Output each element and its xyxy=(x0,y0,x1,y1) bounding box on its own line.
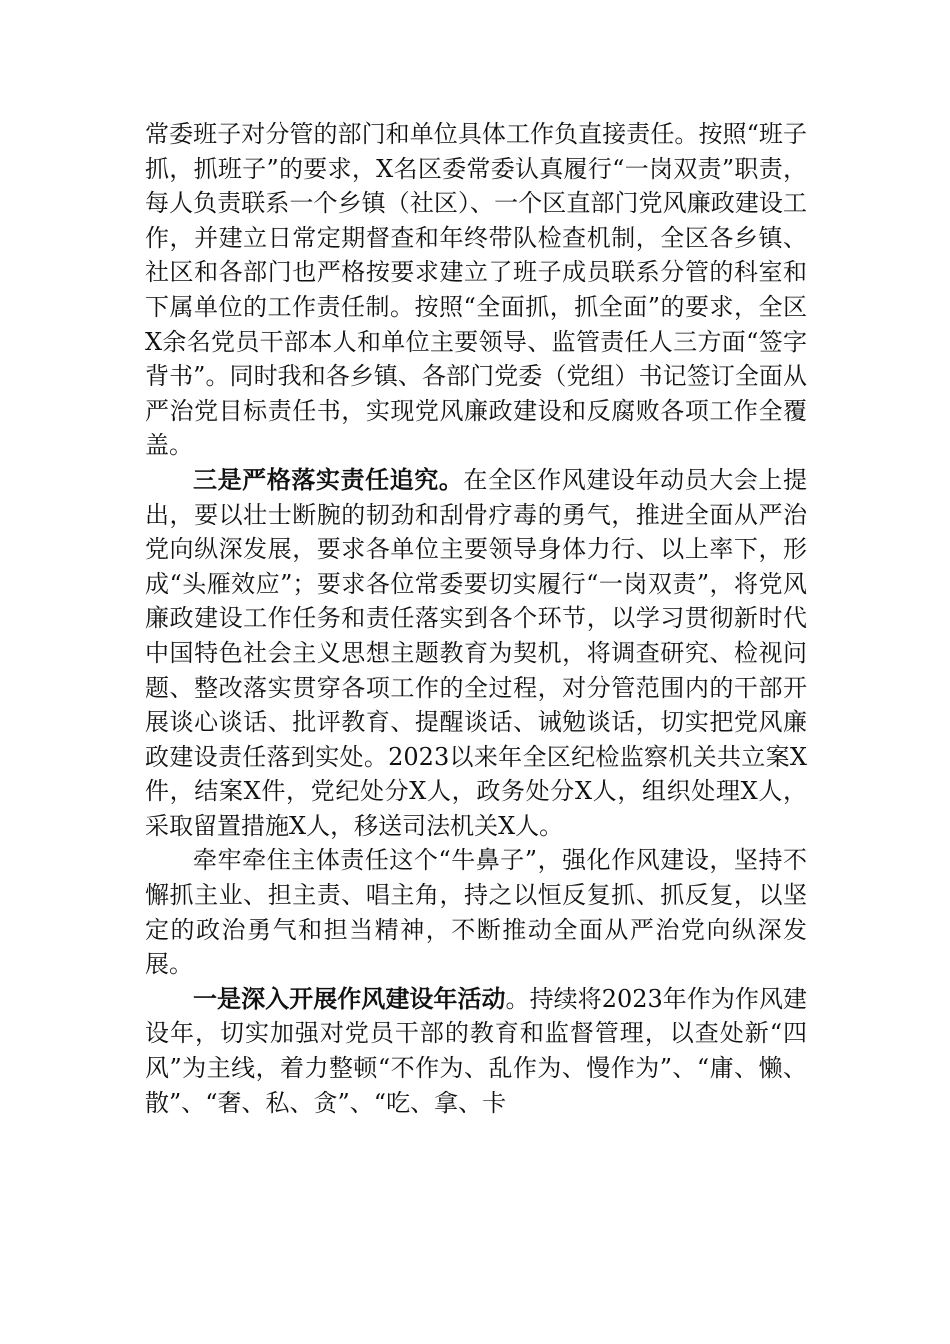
paragraph-responsibility-system xyxy=(145,117,807,463)
paragraph-lead-bold: 三是严格落实责任追究。 xyxy=(193,464,464,494)
paragraph-accountability xyxy=(145,463,807,844)
paragraph-text: 牵牢牵住主体责任这个“牛鼻子”，强化作风建设，坚持不懈抓主业、担主责、唱主角，持之以恒反复抓、抓反复，以坚定的政治勇气和担当精神，不断推动全面从严治党向纵深发展。 xyxy=(145,846,807,979)
paragraph-work-style-year xyxy=(145,982,807,1120)
paragraph-text: 在全区作风建设年动员大会上提出，要以壮士断腕的韧劲和刮骨疗毒的勇气，推进全面从严治党向纵深发展，要求各单位主要领导身体力行、以上率下，形成“头雁效应”；要求各位常委要切实履行“一岗双责”，将党风廉政建设工作任务和责任落实到各个环节，以学习贯彻新时代中国特色社会主义思想主题教育为契机，将调查研究、检视问题、整改落实贯穿各项工作的全过程，对分管范围内的干部开展谈心谈话、批评教育、提醒谈话、诫勉谈话，切实把党风廉政建设责任落到实处。2023以来年全区纪检监察机关共立案X件，结案X件，党纪处分X人，政务处分X人，组织处理X人，采取留置措施X人，移送司法机关X人。 xyxy=(145,465,808,840)
paragraph-section-intro xyxy=(145,843,807,981)
paragraph-text: 。持续将2023年作为作风建设年，切实加强对党员干部的教育和监督管理，以查处新“四风”为主线，着力整顿“不作为、乱作为、慢作为”、“庸、懒、散”、“奢、私、贪”、“吃、拿、卡 xyxy=(145,984,808,1117)
paragraph-text: 常委班子对分管的部门和单位具体工作负直接责任。按照“班子抓，抓班子”的要求，X名区委常委认真履行“一岗双责”职责，每人负责联系一个乡镇（社区）、一个区直部门党风廉政建设工作，并建立日常定期督查和年终带队检查机制，全区各乡镇、社区和各部门也严格按要求建立了班子成员联系分管的科室和下属单位的工作责任制。按照“全面抓，抓全面”的要求，全区X余名党员干部本人和单位主要领导、监管责任人三方面“签字背书”。同时我和各乡镇、各部门党委（党组）书记签订全面从严治党目标责任书，实现党风廉政建设和反腐败各项工作全覆盖。 xyxy=(145,120,807,460)
paragraph-lead-bold: 一是深入开展作风建设年活动 xyxy=(193,983,506,1013)
document-page xyxy=(145,117,807,1120)
